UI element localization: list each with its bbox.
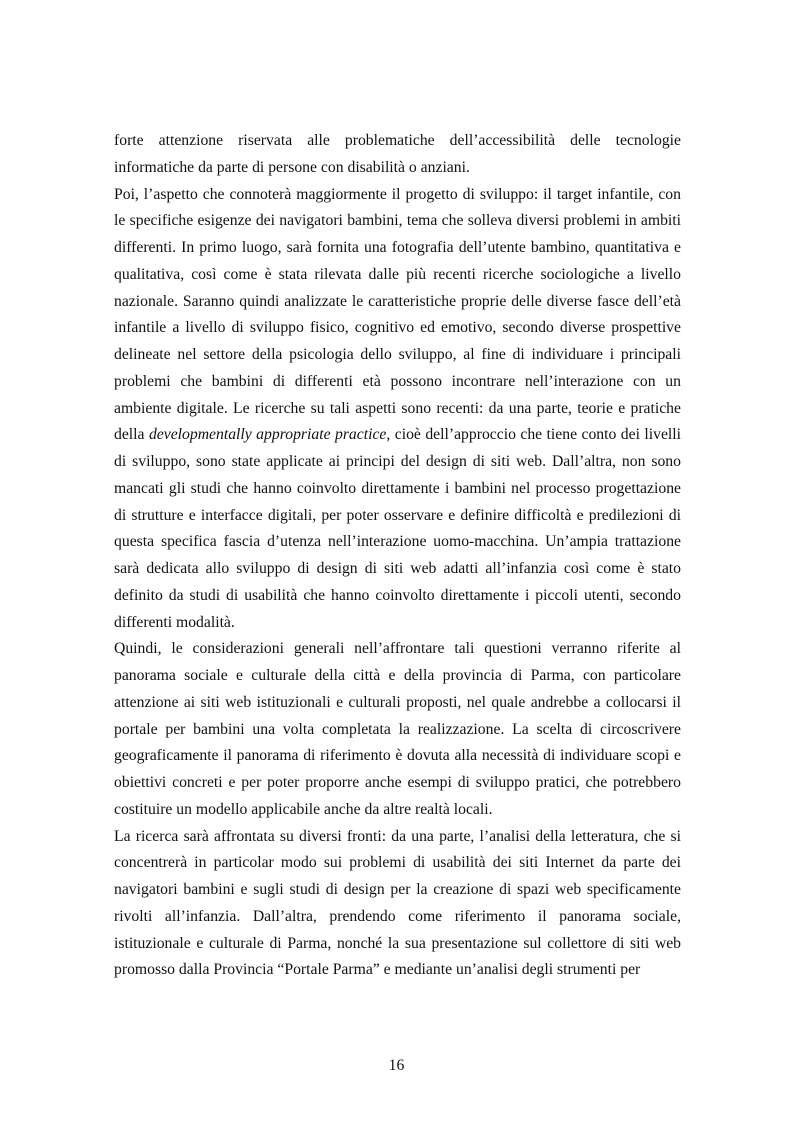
paragraph-2-text-start: Poi, l’aspetto che connoterà maggiormente il progetto di sviluppo: il target infantile, con le specifiche esigenze dei navigatori bambini, tema che solleva diversi problemi in ambiti differenti. In primo luogo, sarà fornita una fotografia dell’utente bambino, quantitativa e qualitativa, così come è stata rilevata dalle più recenti ricerche sociologiche a livello nazionale. Saranno quindi analizzate le caratteristiche proprie delle diverse fasce dell’età infantile a livello di sviluppo fisico, cognitivo ed emotivo, secondo diverse prospettive delineate nel settore della psicologia dello sviluppo, al fine di individuare i principali problemi che bambini di differenti età possono incontrare nell’interazione con un ambiente digitale. Le ricerche su tali aspetti sono recenti: da una parte, teorie e pratiche della — [114, 185, 681, 444]
paragraph-3: Quindi, le considerazioni generali nell’affrontare tali questioni verranno riferite al panorama sociale e culturale della città e della provincia di Parma, con particolare attenzione ai siti web istituzionali e culturali proposti, nel quale andrebbe a collocarsi il portale per bambini una volta completata la realizzazione. La scelta di circoscrivere geograficamente il panorama di riferimento è dovuta alla necessità di individuare scopi e obiettivi concreti e per poter proporre anche esempi di sviluppo pratici, che potrebbero costituire un modello applicabile anche da altre realtà locali. — [114, 640, 681, 818]
paragraph-2-text-end: , cioè dell’approccio che tiene conto dei livelli di sviluppo, sono state applicate ai principi del design di siti web. Dall’altra, non sono mancati gli studi che hanno coinvolto direttamente i bambini nel processo progettazione di strutture e interfacce digitali, per poter osservare e definire difficoltà e predilezioni di questa specifica fascia d’utenza nell’interazione uomo-macchina. Un’ampia trattazione sarà dedicata allo sviluppo di design di siti web adatti all’infanzia così come è stato definito da studi di usabilità che hanno coinvolto direttamente i piccoli utenti, secondo differenti modalità. — [114, 426, 681, 631]
body-text — [114, 128, 681, 984]
italic-term: developmentally appropriate practice — [148, 426, 387, 444]
paragraph-4: La ricerca sarà affrontata su diversi fronti: da una parte, l’analisi della letteratura, che si concentrerà in particolar modo sui problemi di usabilità dei siti Internet da parte dei navigatori bambini e sugli studi di design per la creazione di spazi web specificamente rivolti all’infanzia. Dall’altra, prendendo come riferimento il panorama sociale, istituzionale e culturale di Parma, nonché la sua presentazione sul collettore di siti web promosso dalla Provincia “Portale Parma” e mediante un’analisi degli strumenti per — [114, 827, 681, 979]
paragraph-1: forte attenzione riservata alle problematiche dell’accessibilità delle tecnologie informatiche da parte di persone con disabilità o anziani. — [114, 132, 681, 176]
page-number: 16 — [388, 1057, 405, 1074]
paragraph-2 — [114, 182, 681, 637]
